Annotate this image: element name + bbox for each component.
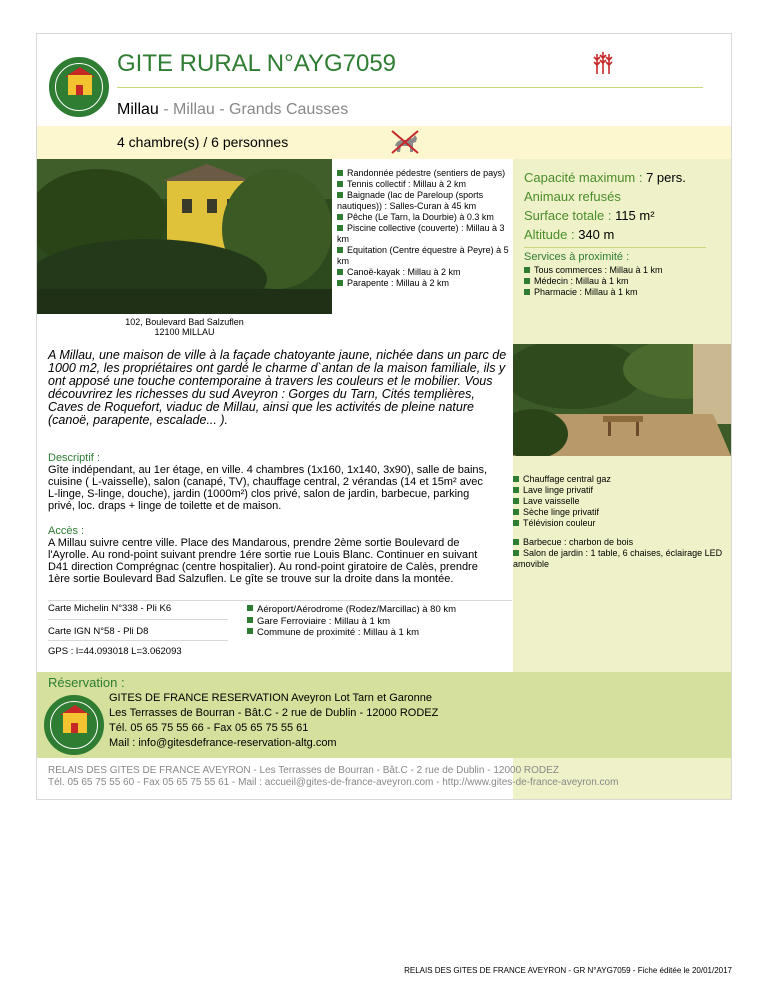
descriptif-text: Gîte indépendant, au 1er étage, en ville. 4 chambres (1x160, 1x140, 3x90), salle de bains, cuisine ( L-vaisselle), salon (canapé, TV), chauffage central, 2 vérandas (14 et 15m² avec L-linge, S-linge, douche), jardin (1000m²) clos privé, salon de jardin, barbecue, parking privé, loc. draps + linge de toilette et de maison. [48,464,488,512]
bullet-square-icon [247,628,253,634]
outdoor-equipment-list [513,537,723,570]
house-photo [37,159,332,314]
bullet-square-icon [337,247,343,253]
bullet-square-icon [337,280,343,286]
reservation-details [109,691,438,751]
transport-item [247,616,507,628]
acces-text: A Millau suivre centre ville. Place des Mandarous, prendre 2ème sortie Boulevard de l'Ayrolle. Au rond-point suivant prendre 1ére sortie rue Louis Blanc. Continuer en suivant D41 direction Comprégnac (centre hospitalier). Au rond-point giratoire de Calès, prendre 1ère sortie Boulevard Bad Salzuflen. Le gîte se trouve sur la droite dans la montée. [48,537,478,585]
bullet-square-icon [337,214,343,220]
intro-text: A Millau, une maison de ville à la façade chatoyante jaune, nichée dans un parc de 1000 m2, les propriétaires ont gardé le charme d`antan de la maison familiale, ils y ont apposé une touche contemporaine à travers les couleurs et le mobilier. Vous découvrirez les richesses du sud Aveyron : Gorges du Tarn, Cités templières, Caves de Roquefort, viaduc de Millau, ainsi que les activités de pleine nature (canoë, parapente, escalade... ). [48,348,507,427]
activities-list [337,168,509,289]
bullet-square-icon [513,476,519,482]
services-title: Services à proximité : [524,251,630,263]
reservation-email: Mail : info@gitesdefrance-reservation-altg.com [109,737,337,749]
reservation-org: GITES DE FRANCE RESERVATION Aveyron Lot Tarn et Garonne [109,692,432,704]
activity-item-text: Randonnée pédestre (sentiers de pays) [347,168,506,178]
bullet-square-icon [513,550,519,556]
activity-item-text: Baignade (lac de Pareloup (sports nautiques)) : Salles-Curan à 45 km [337,190,484,211]
activity-item [337,190,509,212]
equipment-item [513,507,723,518]
service-item [524,287,724,298]
no-pets-icon [389,128,421,156]
service-item-text: Tous commerces : Millau à 1 km [534,265,663,275]
equipment-item [513,518,723,529]
activity-item-text: Pêche (Le Tarn, la Dourbie) à 0.3 km [347,212,494,222]
transport-item-text: Aéroport/Aérodrome (Rodez/Marcillac) à 80 km [257,604,457,615]
outdoor-item [513,548,723,570]
address-block [37,317,332,337]
map-divider-2 [48,640,228,641]
ign-map: Carte IGN N°58 - Pli D8 [48,626,149,637]
equipment-item [513,485,723,496]
wheat-ears-icon [592,50,614,76]
transport-list [247,604,507,639]
activity-item [337,245,509,267]
bullet-square-icon [513,520,519,526]
address-street: 102, Boulevard Bad Salzuflen [125,317,244,327]
reservation-phone: Tél. 05 65 75 55 66 - Fax 05 65 75 55 61 [109,722,309,734]
reservation-address: Les Terrasses de Bourran - Bât.C - 2 rue de Dublin - 12000 RODEZ [109,707,439,719]
gps-coordinates: GPS : l=44.093018 L=3.062093 [48,646,182,657]
garden-photo [513,344,731,456]
city-name: Millau [117,101,159,118]
transport-item [247,627,507,639]
max-capacity: Capacité maximum : 7 pers. [524,170,686,185]
descriptif-title: Descriptif : [48,452,100,464]
total-surface: Surface totale : 115 m² [524,208,655,223]
activity-item [337,168,509,179]
equipment-item-text: Chauffage central gaz [523,474,611,484]
transport-item-text: Commune de proximité : Millau à 1 km [257,627,420,638]
transport-item [247,604,507,616]
equipment-item-text: Télévision couleur [523,518,596,528]
gites-de-france-logo [49,57,109,117]
activity-item [337,223,509,245]
michelin-map: Carte Michelin N°338 - Pli K6 [48,603,172,614]
bullet-square-icon [524,289,530,295]
activity-item [337,278,509,289]
bullet-square-icon [247,617,253,623]
relais-address: RELAIS DES GITES DE FRANCE AVEYRON - Les Terrasses de Bourran - Bât.C - 2 rue de Dublin - 12000 RODEZ [48,765,559,776]
equipment-item-text: Lave vaisselle [523,496,580,506]
altitude: Altitude : 340 m [524,227,615,242]
bullet-square-icon [337,192,343,198]
bullet-square-icon [513,498,519,504]
bullet-square-icon [337,225,343,231]
bullet-square-icon [513,487,519,493]
service-item [524,276,724,287]
acces-title: Accès : [48,525,85,537]
equipment-item-text: Lave linge privatif [523,485,594,495]
service-item-text: Pharmacie : Millau à 1 km [534,287,638,297]
services-divider [524,247,706,248]
header-divider [117,87,703,88]
location-line [117,101,348,119]
capacity-info [524,168,686,244]
section-divider [48,600,512,601]
bullet-square-icon [524,267,530,273]
activity-item-text: Canoë-kayak : Millau à 2 km [347,267,461,277]
outdoor-item-text: Salon de jardin : 1 table, 6 chaises, éclairage LED amovible [513,548,723,569]
bullet-square-icon [513,509,519,515]
activity-item-text: Piscine collective (couverte) : Millau à 3 km [337,223,505,244]
equipment-item-text: Sèche linge privatif [523,507,600,517]
activity-item [337,267,509,278]
equipment-item [513,474,723,485]
activity-item-text: Tennis collectif : Millau à 2 km [347,179,467,189]
gites-de-france-logo [44,695,104,755]
bullet-square-icon [337,181,343,187]
bullet-square-icon [247,605,253,611]
location-separator: - [158,101,174,118]
animals-policy: Animaux refusés [524,189,621,204]
address-city: 12100 MILLAU [154,327,215,337]
activity-item [337,179,509,190]
edition-footer: RELAIS DES GITES DE FRANCE AVEYRON - GR N°AYG7059 - Fiche éditée le 20/01/2017 [404,966,732,975]
page-frame [36,33,732,800]
activity-item-text: Equitation (Centre équestre à Peyre) à 5 km [337,245,509,266]
outdoor-item-text: Barbecue : charbon de bois [523,537,634,547]
rooms-capacity: 4 chambre(s) / 6 personnes [117,134,289,150]
reservation-title: Réservation : [48,675,125,690]
service-item-text: Médecin : Millau à 1 km [534,276,629,286]
bullet-square-icon [337,170,343,176]
activity-item-text: Parapente : Millau à 2 km [347,278,450,288]
services-list [524,265,724,298]
bullet-square-icon [337,269,343,275]
bullet-square-icon [524,278,530,284]
map-divider [48,619,228,620]
page-title: GITE RURAL N°AYG7059 [117,50,397,77]
region-name: Millau - Grands Causses [173,101,349,118]
outdoor-item [513,537,723,548]
equipment-list [513,474,723,529]
equipment-item [513,496,723,507]
relais-footer [48,765,618,789]
transport-item-text: Gare Ferroviaire : Millau à 1 km [257,615,391,627]
bullet-square-icon [513,539,519,545]
service-item [524,265,724,276]
relais-contact: Tél. 05 65 75 55 60 - Fax 05 65 75 55 61 - Mail : accueil@gites-de-france-aveyron.com - http://www.gites-de-france-aveyron.com [48,777,619,788]
activity-item [337,212,509,223]
